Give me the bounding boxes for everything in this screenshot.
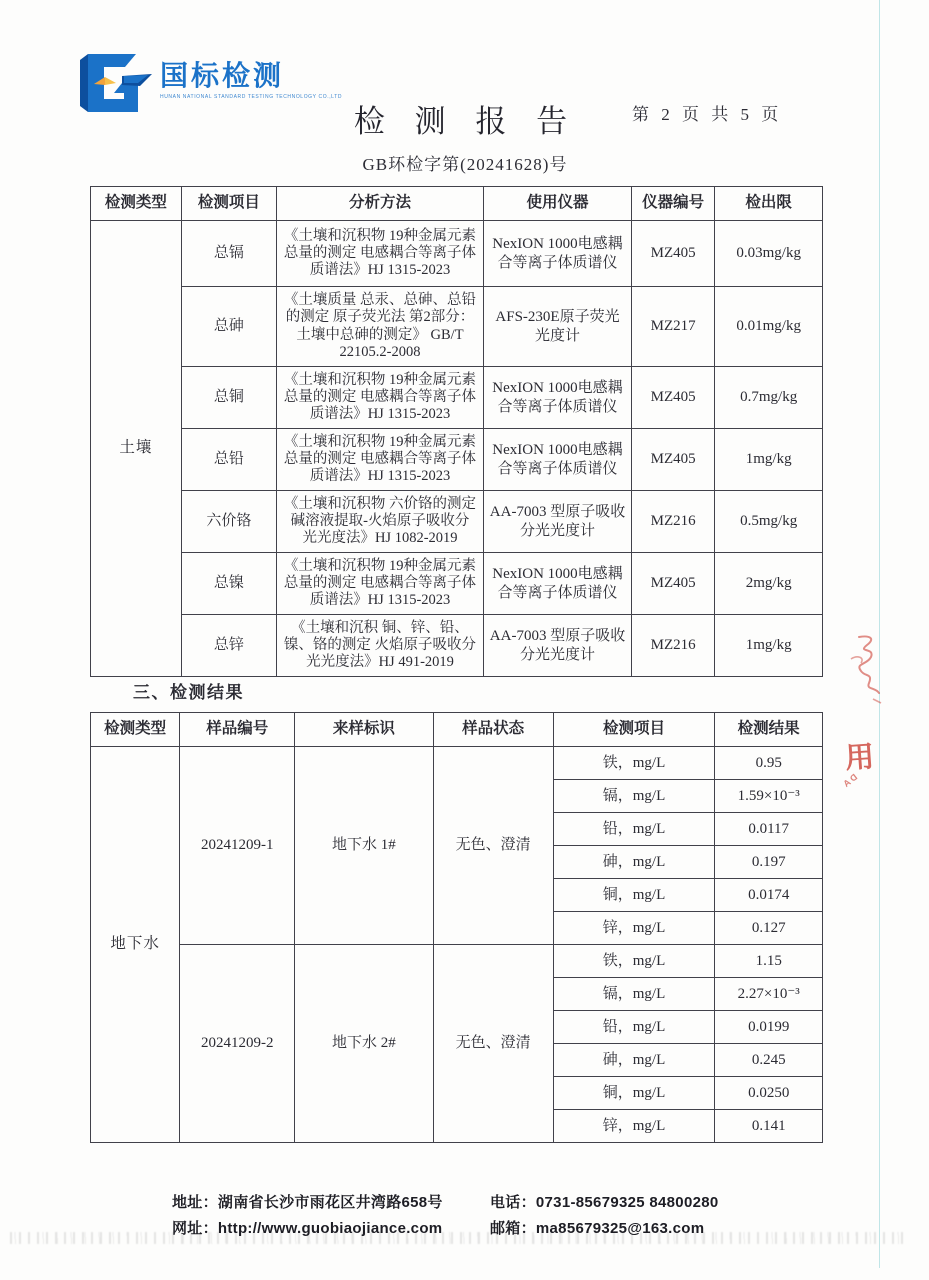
instrument-cell: AA-7003 型原子吸收分光光度计: [484, 491, 632, 553]
col-header-sample-no: 样品编号: [180, 713, 295, 747]
sample-state-cell: 无色、澄清: [433, 747, 553, 945]
table-row: [91, 491, 823, 553]
instrument-no-cell: MZ216: [631, 491, 714, 553]
result-value-cell: 1.15: [715, 945, 823, 978]
logo-company-name: 国标检测: [160, 60, 285, 91]
footer-address: 地址：湖南省长沙市雨花区井湾路658号: [172, 1194, 443, 1211]
sample-label-cell: 地下水 2#: [295, 945, 433, 1143]
methods-header-row: [91, 187, 823, 221]
col-header-instrument: 使用仪器: [484, 187, 632, 221]
instrument-cell: AA-7003 型原子吸收分光光度计: [484, 615, 632, 677]
col-header-instrument-no: 仪器编号: [631, 187, 714, 221]
footer-contact-block: [172, 1191, 719, 1238]
col-header-test-item: 检测项目: [181, 187, 276, 221]
detection-limit-cell: 2mg/kg: [715, 553, 823, 615]
col-header-test-type: 检测类型: [91, 187, 182, 221]
detection-limit-cell: 0.03mg/kg: [715, 221, 823, 287]
table-row: [91, 221, 823, 287]
instrument-no-cell: MZ217: [631, 287, 714, 367]
stamp-signature-mark: [845, 633, 887, 711]
table-row: [91, 429, 823, 491]
method-cell: 《土壤质量 总汞、总砷、总铅的测定 原子荧光法 第2部分：土壤中总砷的测定》 GB/T 22105.2-2008: [276, 287, 483, 367]
footer-phone: 电话：0731-85679325 84800280: [490, 1194, 719, 1211]
result-value-cell: 1.59×10⁻³: [715, 780, 823, 813]
page-indicator: 第 2 页 共 5 页: [632, 105, 783, 124]
sample-no-cell: 20241209-2: [180, 945, 295, 1143]
test-item-cell: 六价铬: [181, 491, 276, 553]
result-value-cell: 0.197: [715, 846, 823, 879]
result-item-cell: 铁，mg/L: [553, 945, 715, 978]
method-cell: 《土壤和沉积物 19种金属元素总量的测定 电感耦合等离子体质谱法》HJ 1315-2023: [276, 429, 483, 491]
methods-table: [90, 186, 823, 677]
result-item-cell: 铅，mg/L: [553, 813, 715, 846]
result-value-cell: 0.0250: [715, 1077, 823, 1110]
results-table: [90, 712, 823, 1143]
instrument-cell: NexION 1000电感耦合等离子体质谱仪: [484, 367, 632, 429]
method-cell: 《土壤和沉积物 19种金属元素总量的测定 电感耦合等离子体质谱法》HJ 1315-2023: [276, 553, 483, 615]
sample-state-cell: 无色、澄清: [433, 945, 553, 1143]
col-header-sample-label: 来样标识: [295, 713, 433, 747]
col-header-sample-state: 样品状态: [433, 713, 553, 747]
col-header-detection-limit: 检出限: [715, 187, 823, 221]
test-item-cell: 总镉: [181, 221, 276, 287]
results-table-container: [90, 712, 823, 1143]
report-number: GB环检字第(20241628)号: [362, 155, 568, 174]
title-block: [290, 96, 640, 175]
detection-limit-cell: 0.5mg/kg: [715, 491, 823, 553]
instrument-no-cell: MZ216: [631, 615, 714, 677]
table-row: [91, 747, 823, 780]
result-item-cell: 铅，mg/L: [553, 1011, 715, 1044]
instrument-cell: NexION 1000电感耦合等离子体质谱仪: [484, 553, 632, 615]
category-cell: 地下水: [91, 747, 180, 1143]
test-item-cell: 总镍: [181, 553, 276, 615]
table-row: [91, 367, 823, 429]
result-value-cell: 0.0199: [715, 1011, 823, 1044]
instrument-no-cell: MZ405: [631, 553, 714, 615]
result-item-cell: 砷，mg/L: [553, 846, 715, 879]
detection-limit-cell: 1mg/kg: [715, 615, 823, 677]
logo-company-subtext: HUNAN NATIONAL STANDARD TESTING TECHNOLOGY CO.,LTD: [160, 94, 343, 100]
result-value-cell: 0.0174: [715, 879, 823, 912]
col-header-analysis-method: 分析方法: [276, 187, 483, 221]
results-section-title: 三、检测结果: [133, 683, 244, 702]
col-header-test-result: 检测结果: [715, 713, 823, 747]
result-value-cell: 0.245: [715, 1044, 823, 1077]
results-header-row: [91, 713, 823, 747]
category-cell: 土壤: [91, 221, 182, 677]
table-row: [91, 553, 823, 615]
logo-text: [160, 62, 342, 100]
report-title: 检 测 报 告: [353, 104, 577, 139]
stamp-character: 用: [844, 741, 876, 775]
instrument-cell: NexION 1000电感耦合等离子体质谱仪: [484, 429, 632, 491]
result-item-cell: 铁，mg/L: [553, 747, 715, 780]
detection-limit-cell: 1mg/kg: [715, 429, 823, 491]
col-header-test-item: 检测项目: [553, 713, 715, 747]
detection-limit-cell: 0.01mg/kg: [715, 287, 823, 367]
instrument-cell: NexION 1000电感耦合等离子体质谱仪: [484, 221, 632, 287]
result-item-cell: 镉，mg/L: [553, 978, 715, 1011]
result-item-cell: 锌，mg/L: [553, 1110, 715, 1143]
result-value-cell: 0.127: [715, 912, 823, 945]
result-item-cell: 镉，mg/L: [553, 780, 715, 813]
result-item-cell: 铜，mg/L: [553, 1077, 715, 1110]
result-value-cell: 0.95: [715, 747, 823, 780]
footer-email: 邮箱：ma85679325@163.com: [490, 1220, 705, 1237]
instrument-no-cell: MZ405: [631, 221, 714, 287]
logo-g-icon: [74, 52, 154, 114]
result-item-cell: 砷，mg/L: [553, 1044, 715, 1077]
method-cell: 《土壤和沉积物 19种金属元素总量的测定 电感耦合等离子体质谱法》HJ 1315-2023: [276, 367, 483, 429]
col-header-test-type: 检测类型: [91, 713, 180, 747]
result-value-cell: 0.141: [715, 1110, 823, 1143]
sample-label-cell: 地下水 1#: [295, 747, 433, 945]
sample-no-cell: 20241209-1: [180, 747, 295, 945]
result-value-cell: 0.0117: [715, 813, 823, 846]
methods-table-container: [90, 186, 823, 677]
detection-limit-cell: 0.7mg/kg: [715, 367, 823, 429]
instrument-no-cell: MZ405: [631, 367, 714, 429]
method-cell: 《土壤和沉积物 六价铬的测定 碱溶液提取-火焰原子吸收分光光度法》HJ 1082-2019: [276, 491, 483, 553]
stamp-ring-text-fragment: DA: [839, 771, 860, 791]
test-item-cell: 总锌: [181, 615, 276, 677]
instrument-no-cell: MZ405: [631, 429, 714, 491]
result-item-cell: 锌，mg/L: [553, 912, 715, 945]
test-item-cell: 总铜: [181, 367, 276, 429]
table-row: [91, 287, 823, 367]
method-cell: 《土壤和沉积物 19种金属元素总量的测定 电感耦合等离子体质谱法》HJ 1315-2023: [276, 221, 483, 287]
result-value-cell: 2.27×10⁻³: [715, 978, 823, 1011]
table-row: [91, 945, 823, 978]
footer-website: 网址：http://www.guobiaojiance.com: [172, 1220, 443, 1237]
instrument-cell: AFS-230E原子荧光光度计: [484, 287, 632, 367]
table-row: [91, 615, 823, 677]
test-item-cell: 总砷: [181, 287, 276, 367]
test-item-cell: 总铅: [181, 429, 276, 491]
result-item-cell: 铜，mg/L: [553, 879, 715, 912]
method-cell: 《土壤和沉积 铜、锌、铅、镍、铬的测定 火焰原子吸收分光光度法》HJ 491-2019: [276, 615, 483, 677]
